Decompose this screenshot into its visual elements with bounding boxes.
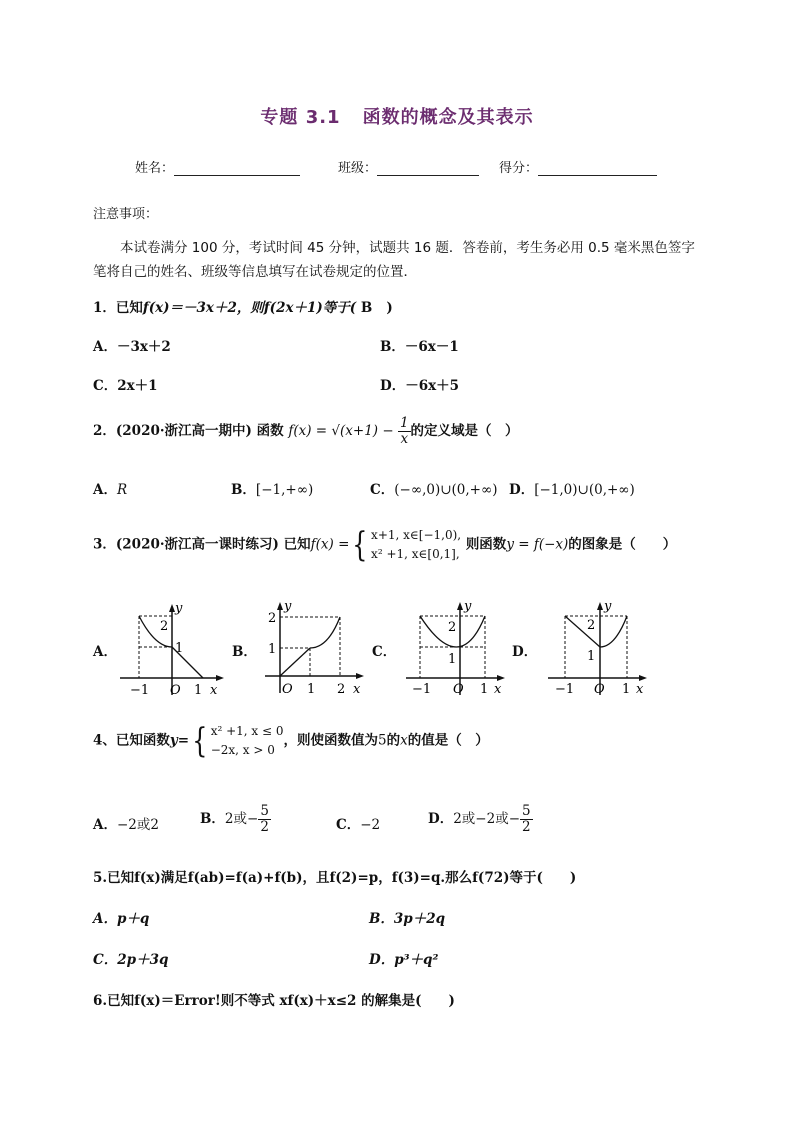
q3-stem-b: 则函数 bbox=[465, 536, 507, 553]
q4-c-value: −2 bbox=[360, 817, 381, 833]
x-label: x bbox=[353, 682, 361, 697]
name-field bbox=[135, 157, 300, 176]
tick-1: 1 bbox=[448, 652, 457, 667]
tick-2: 2 bbox=[587, 618, 596, 633]
q1-option-d[interactable]: D．－6x＋5 bbox=[380, 378, 460, 394]
score-blank[interactable] bbox=[538, 163, 657, 176]
q3-stem-c: 的图象是（ ） bbox=[568, 536, 677, 553]
q4-option-d[interactable] bbox=[428, 804, 533, 835]
y-arrow-icon bbox=[277, 602, 283, 610]
q3-graph-c[interactable] bbox=[403, 598, 513, 700]
q2-fraction bbox=[398, 416, 411, 447]
q4-d-frac-denominator: 2 bbox=[522, 819, 531, 835]
q3-brace: { bbox=[352, 525, 368, 565]
q4-cases bbox=[211, 722, 284, 760]
origin: O bbox=[170, 683, 181, 698]
question-5-stem: 5.已知f(x)满足f(ab)=f(a)+f(b)，且f(2)=p，f(3)=q.那么f(72)等于( ) bbox=[93, 870, 577, 886]
class-label: 班级： bbox=[338, 161, 378, 176]
question-3-stem bbox=[93, 526, 676, 564]
q2-stem-a: 2．(2020·浙江高一期中) 函数 bbox=[93, 423, 284, 439]
y-arrow-icon bbox=[457, 602, 463, 610]
q2-d-label: D． bbox=[509, 482, 535, 498]
q2-frac-denominator: x bbox=[400, 431, 409, 447]
tick-2: 2 bbox=[268, 611, 277, 626]
q1-answer: B bbox=[360, 300, 373, 316]
q5-option-a[interactable]: A．p＋q bbox=[93, 911, 150, 927]
q4-case-1: x² +1, x ≤ 0 bbox=[210, 724, 284, 738]
q5-option-d[interactable]: D．p³＋q² bbox=[369, 952, 439, 968]
q1-stem-end: ) bbox=[386, 300, 393, 316]
tick-1: 1 bbox=[268, 642, 277, 657]
title-number: 3.1 bbox=[305, 107, 341, 128]
question-4-stem bbox=[93, 722, 489, 760]
name-label: 姓名： bbox=[135, 161, 175, 176]
q4-a-value: −2或2 bbox=[116, 817, 159, 833]
q2-c-value: (−∞,0)∪(0,+∞) bbox=[394, 482, 498, 498]
class-field bbox=[338, 157, 479, 176]
q4-b-frac-denominator: 2 bbox=[260, 819, 269, 835]
q4-d-label: D． bbox=[428, 811, 454, 827]
q4-brace: { bbox=[192, 721, 208, 761]
q1-option-c[interactable]: C．2x＋1 bbox=[93, 378, 158, 394]
q2-a-value: R bbox=[116, 482, 128, 498]
notice-heading: 注意事项： bbox=[93, 207, 159, 222]
q3-gx: y = f(−x) bbox=[506, 536, 569, 553]
q2-option-a[interactable] bbox=[93, 478, 127, 498]
q2-a-label: A． bbox=[93, 482, 117, 498]
q4-d-fraction bbox=[520, 804, 533, 835]
tick-neg1: −1 bbox=[555, 682, 575, 697]
segment bbox=[280, 648, 310, 676]
q4-stem-d: 的值是（ ） bbox=[407, 732, 489, 749]
q4-b-fraction bbox=[258, 804, 271, 835]
y-label: y bbox=[604, 599, 612, 614]
q4-c-label: C． bbox=[336, 817, 361, 833]
name-blank[interactable] bbox=[174, 163, 300, 176]
q3-fx: f(x) = bbox=[310, 536, 350, 553]
q2-option-d[interactable] bbox=[509, 478, 635, 498]
q2-option-b[interactable] bbox=[231, 478, 313, 498]
x-arrow-icon bbox=[356, 673, 364, 679]
tick-neg1: −1 bbox=[412, 682, 432, 697]
q2-stem-b: 的定义域是（ ） bbox=[410, 423, 519, 439]
q3-graph-d[interactable] bbox=[545, 598, 655, 700]
q1-stem-fx: f(x)＝－3x＋2，则 bbox=[142, 300, 264, 316]
q4-b-frac-numerator: 5 bbox=[260, 803, 269, 819]
q3-stem-a: 3．(2020·浙江高一课时练习) 已知 bbox=[93, 536, 311, 553]
title-name: 函数的概念及其表示 bbox=[362, 107, 534, 128]
notice-text bbox=[93, 236, 703, 284]
y-arrow-icon bbox=[597, 602, 603, 610]
q4-xv: x bbox=[400, 732, 408, 749]
q3-option-c-label[interactable]: C． bbox=[372, 644, 397, 660]
question-6-stem: 6.已知f(x)＝Error!则不等式 xf(x)＋x≤2 的解集是( ) bbox=[93, 993, 455, 1009]
q3-graph-a[interactable] bbox=[120, 600, 230, 700]
y-label: y bbox=[175, 601, 183, 616]
q3-option-d-label[interactable]: D． bbox=[512, 644, 538, 660]
question-1-stem bbox=[93, 296, 393, 316]
q4-y: y= bbox=[169, 732, 190, 749]
tick-1: 1 bbox=[587, 649, 596, 664]
q2-frac-numerator: 1 bbox=[399, 415, 409, 431]
q2-c-label: C． bbox=[370, 482, 395, 498]
q3-case-2: x² +1, x∈[0,1], bbox=[371, 547, 460, 561]
q3-option-b-label[interactable]: B． bbox=[232, 644, 257, 660]
score-label: 得分： bbox=[499, 161, 539, 176]
page-title bbox=[0, 103, 794, 129]
origin: O bbox=[594, 682, 605, 697]
tick-2: 2 bbox=[448, 620, 457, 635]
q1-stem-a: 1．已知 bbox=[93, 300, 143, 316]
q3-case-1: x+1, x∈[−1,0), bbox=[371, 528, 462, 542]
tick-neg1: −1 bbox=[130, 683, 150, 698]
q3-cases bbox=[371, 526, 461, 564]
q2-option-c[interactable] bbox=[370, 478, 498, 498]
q4-option-a[interactable] bbox=[93, 813, 159, 833]
question-2-stem bbox=[93, 416, 519, 447]
notice-body: 本试卷满分 100 分，考试时间 45 分钟，试题共 16 题．答卷前，考生务必用 0.5 毫米黑色签字笔将自己的姓名、班级等信息填写在试卷规定的位置． bbox=[93, 240, 695, 280]
q4-option-c[interactable] bbox=[336, 813, 380, 833]
x-arrow-icon bbox=[497, 675, 505, 681]
q4-option-b[interactable] bbox=[200, 804, 271, 835]
q4-five: 5 bbox=[378, 732, 387, 749]
score-field bbox=[499, 157, 657, 176]
tick-1: 1 bbox=[175, 641, 184, 656]
q5-option-c[interactable]: C．2p＋3q bbox=[93, 952, 169, 968]
q4-b-label: B． bbox=[200, 811, 225, 827]
x-arrow-icon bbox=[639, 675, 647, 681]
q4-b-value: 2或− bbox=[224, 811, 259, 827]
q4-stem-c: 的 bbox=[386, 732, 401, 749]
class-blank[interactable] bbox=[377, 163, 479, 176]
q4-d-value: 2或−2或− bbox=[453, 811, 521, 827]
q2-b-value: [−1,+∞) bbox=[255, 482, 314, 498]
q4-stem-b: ，则使函数值为 bbox=[283, 732, 378, 749]
tick-2-x: 2 bbox=[337, 682, 346, 697]
origin: O bbox=[282, 682, 293, 697]
tick-1-x: 1 bbox=[307, 682, 316, 697]
q2-b-label: B． bbox=[231, 482, 256, 498]
q2-function: f(x) = √(x+1) − bbox=[288, 423, 398, 439]
q3-graph-b[interactable] bbox=[260, 598, 370, 700]
origin: O bbox=[453, 682, 464, 697]
tick-2: 2 bbox=[160, 619, 169, 634]
q1-stem-f2: f(2x＋1)等于( bbox=[263, 300, 357, 316]
y-label: y bbox=[464, 599, 472, 614]
x-arrow-icon bbox=[216, 675, 224, 681]
q4-case-2: −2x, x > 0 bbox=[210, 743, 275, 757]
q1-option-a[interactable]: A．－3x＋2 bbox=[93, 339, 171, 355]
q2-d-value: [−1,0)∪(0,+∞) bbox=[534, 482, 635, 498]
x-label: x bbox=[636, 682, 644, 697]
tick-pos1: 1 bbox=[480, 682, 489, 697]
curve bbox=[310, 617, 340, 648]
tick-pos1: 1 bbox=[194, 683, 203, 698]
y-label: y bbox=[284, 599, 292, 614]
q4-d-frac-numerator: 5 bbox=[522, 803, 531, 819]
q3-option-a-label[interactable]: A． bbox=[93, 644, 117, 660]
x-label: x bbox=[210, 683, 218, 698]
curve bbox=[600, 616, 627, 647]
x-label: x bbox=[494, 682, 502, 697]
title-prefix: 专题 bbox=[260, 107, 299, 128]
q1-option-b[interactable]: B．－6x－1 bbox=[380, 339, 459, 355]
q4-a-label: A． bbox=[93, 817, 117, 833]
q5-option-b[interactable]: B．3p＋2q bbox=[369, 911, 446, 927]
tick-pos1: 1 bbox=[622, 682, 631, 697]
q4-stem-a: 4、已知函数 bbox=[93, 732, 170, 749]
